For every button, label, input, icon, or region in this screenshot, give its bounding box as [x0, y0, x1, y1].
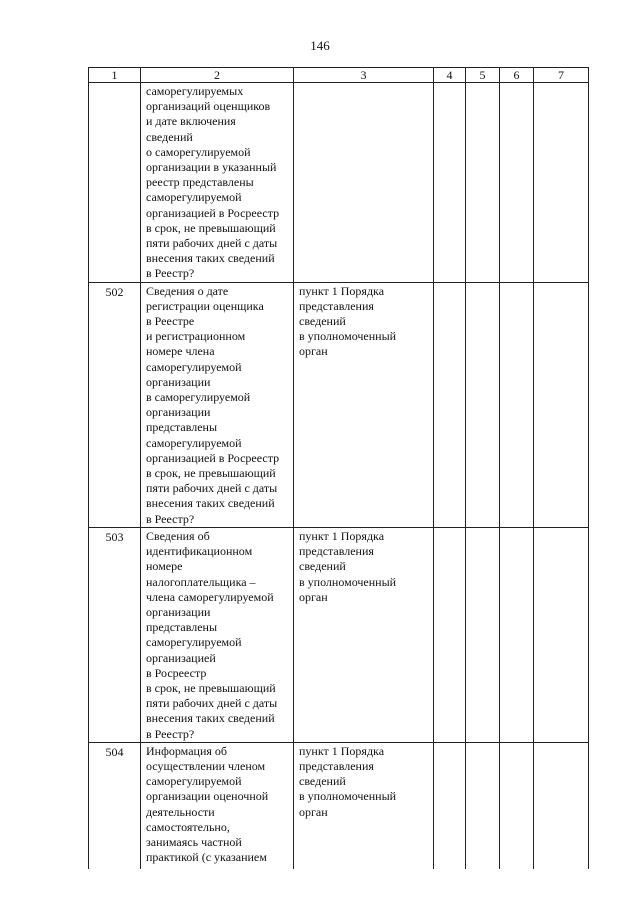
column-header: 3 [294, 68, 434, 83]
row-number: 503 [89, 527, 141, 742]
checklist-table [88, 67, 589, 869]
row-number [89, 83, 141, 283]
empty-cell [534, 83, 589, 283]
requirement-text: Сведения о дате регистрации оценщика в Реестре и регистрационном номере члена саморегулируемой организации в саморегулируемой организации представлены саморегулируемой организацией в Росреестр в срок, не превышающий пяти рабочих дней с даты внесения таких сведений в Реестр? [141, 282, 294, 527]
table-row [89, 83, 589, 283]
column-header: 5 [466, 68, 500, 83]
column-header: 2 [141, 68, 294, 83]
table-header-row [89, 68, 589, 83]
empty-cell [500, 83, 534, 283]
empty-cell [466, 742, 500, 869]
empty-cell [466, 282, 500, 527]
empty-cell [500, 282, 534, 527]
legal-basis: пункт 1 Порядка представления сведений в уполномоченный орган [294, 527, 434, 742]
empty-cell [534, 742, 589, 869]
requirement-text: Сведения об идентификационном номере налогоплательщика – члена саморегулируемой организации представлены саморегулируемой организацией в Росреестр в срок, не превышающий пяти рабочих дней с даты внесения таких сведений в Реестр? [141, 527, 294, 742]
page-number: 146 [310, 38, 330, 53]
table-row [89, 742, 589, 869]
legal-basis [294, 83, 434, 283]
column-header: 4 [434, 68, 466, 83]
column-header: 7 [534, 68, 589, 83]
table-row [89, 282, 589, 527]
empty-cell [434, 527, 466, 742]
row-number: 502 [89, 282, 141, 527]
table-row [89, 527, 589, 742]
empty-cell [534, 282, 589, 527]
column-header: 6 [500, 68, 534, 83]
legal-basis: пункт 1 Порядка представления сведений в уполномоченный орган [294, 282, 434, 527]
requirement-text: Информация об осуществлении членом саморегулируемой организации оценочной деятельности самостоятельно, занимаясь частной практикой (с указанием [141, 742, 294, 869]
row-number: 504 [89, 742, 141, 869]
empty-cell [466, 527, 500, 742]
empty-cell [466, 83, 500, 283]
empty-cell [500, 527, 534, 742]
column-header: 1 [89, 68, 141, 83]
empty-cell [534, 527, 589, 742]
empty-cell [434, 742, 466, 869]
requirement-text: саморегулируемых организаций оценщиков и дате включения сведений о саморегулируемой организации в указанный реестр представлены саморегулируемой организацией в Росреестр в срок, не превышающий пяти рабочих дней с даты внесения таких сведений в Реестр? [141, 83, 294, 283]
empty-cell [434, 83, 466, 283]
legal-basis: пункт 1 Порядка представления сведений в уполномоченный орган [294, 742, 434, 869]
empty-cell [500, 742, 534, 869]
empty-cell [434, 282, 466, 527]
